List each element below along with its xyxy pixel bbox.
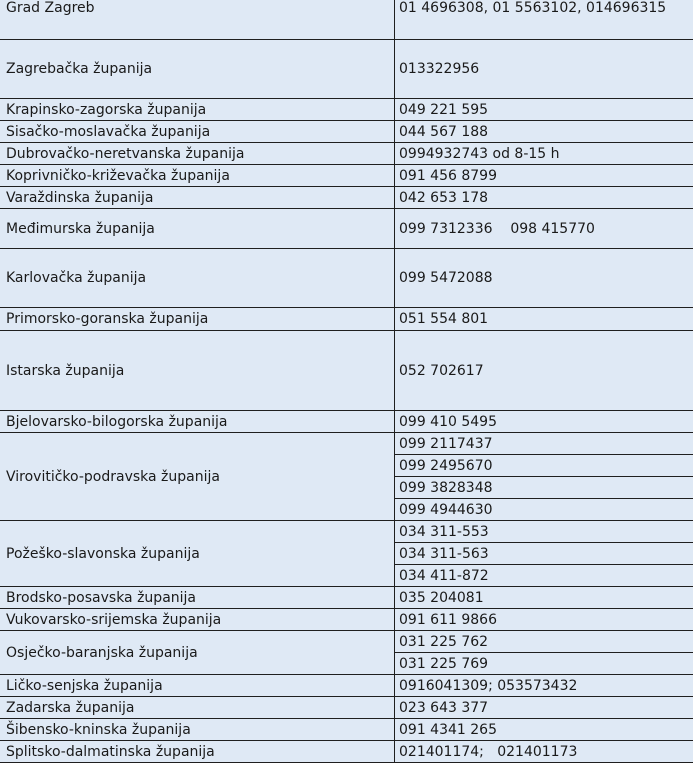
phone-number: 052 702617 <box>399 362 484 379</box>
table-row <box>0 0 693 40</box>
phone-number: 049 221 595 <box>399 101 489 118</box>
phones-cell <box>395 209 693 248</box>
phone-number: 091 611 9866 <box>399 611 497 628</box>
table-row <box>0 331 693 411</box>
phone-number: 099 7312336 098 415770 <box>399 220 595 237</box>
county-cell: Varaždinska županija <box>0 187 395 208</box>
phones-cell <box>395 187 693 208</box>
phones-cell <box>395 697 693 718</box>
table-row <box>0 433 693 521</box>
phones-cell <box>395 165 693 186</box>
county-cell: Grad Zagreb <box>0 0 395 39</box>
phones-cell <box>395 675 693 696</box>
phones-cell <box>395 40 693 98</box>
phones-cell <box>395 609 693 630</box>
phone-number: 01 4696308, 01 5563102, 014696315 <box>399 0 667 16</box>
county-cell: Dubrovačko-neretvanska županija <box>0 143 395 164</box>
county-cell: Osječko-baranjska županija <box>0 631 395 674</box>
phones-cell <box>395 433 693 520</box>
phone-number: 035 204081 <box>399 589 484 606</box>
phones-cell <box>395 741 693 762</box>
county-cell: Sisačko-moslavačka županija <box>0 121 395 142</box>
phone-number: 091 4341 265 <box>399 721 497 738</box>
county-cell: Ličko-senjska županija <box>0 675 395 696</box>
phones-cell <box>395 143 693 164</box>
phone-number: 034 411-872 <box>395 564 693 586</box>
table-row <box>0 187 693 209</box>
phone-number: 034 311-563 <box>395 542 693 564</box>
phones-cell <box>395 587 693 608</box>
phones-cell <box>395 99 693 120</box>
table-row <box>0 249 693 308</box>
phone-number: 013322956 <box>399 61 480 77</box>
phones-cell <box>395 631 693 674</box>
table-row <box>0 308 693 331</box>
table-row <box>0 165 693 187</box>
phone-number: 0994932743 od 8-15 h <box>399 145 560 162</box>
phone-number: 099 410 5495 <box>399 413 497 430</box>
phone-number: 099 2495670 <box>395 454 693 476</box>
county-cell: Zadarska županija <box>0 697 395 718</box>
phone-number: 0916041309; 053573432 <box>399 677 578 694</box>
table-row <box>0 209 693 249</box>
phone-number: 034 311-553 <box>399 523 489 540</box>
phone-number: 099 2117437 <box>399 435 493 452</box>
county-cell: Virovitičko-podravska županija <box>0 433 395 520</box>
phone-number: 031 225 762 <box>399 633 489 650</box>
table-row <box>0 121 693 143</box>
phones-cell <box>395 249 693 307</box>
phone-number: 023 643 377 <box>399 699 489 716</box>
phones-cell <box>395 719 693 740</box>
table-row <box>0 697 693 719</box>
table-row <box>0 631 693 675</box>
county-cell: Zagrebačka županija <box>0 40 395 98</box>
phones-cell <box>395 121 693 142</box>
county-cell: Požeško-slavonska županija <box>0 521 395 586</box>
county-cell: Primorsko-goranska županija <box>0 308 395 330</box>
table-row <box>0 741 693 763</box>
table-row <box>0 719 693 741</box>
table-row <box>0 521 693 587</box>
county-cell: Međimurska županija <box>0 209 395 248</box>
phone-number: 042 653 178 <box>399 189 489 206</box>
table-row <box>0 675 693 697</box>
phones-cell <box>395 521 693 586</box>
phone-number: 044 567 188 <box>399 123 489 140</box>
table-row <box>0 99 693 121</box>
county-cell: Krapinsko-zagorska županija <box>0 99 395 120</box>
phone-number: 099 5472088 <box>399 270 493 286</box>
county-cell: Koprivničko-križevačka županija <box>0 165 395 186</box>
county-cell: Bjelovarsko-bilogorska županija <box>0 411 395 432</box>
county-cell: Splitsko-dalmatinska županija <box>0 741 395 762</box>
county-cell: Istarska županija <box>0 331 395 410</box>
phone-number: 051 554 801 <box>399 311 489 327</box>
county-cell: Brodsko-posavska županija <box>0 587 395 608</box>
phone-number: 099 3828348 <box>395 476 693 498</box>
table-row <box>0 411 693 433</box>
table-row <box>0 40 693 99</box>
phones-cell <box>395 331 693 410</box>
table-row <box>0 609 693 631</box>
phones-cell <box>395 411 693 432</box>
table-row <box>0 143 693 165</box>
phones-cell <box>395 0 693 39</box>
phone-number: 031 225 769 <box>395 652 693 674</box>
phones-cell <box>395 308 693 330</box>
phone-number: 091 456 8799 <box>399 167 497 184</box>
county-cell: Karlovačka županija <box>0 249 395 307</box>
county-cell: Šibensko-kninska županija <box>0 719 395 740</box>
table-row <box>0 587 693 609</box>
phone-number: 021401174; 021401173 <box>399 743 578 760</box>
phone-number: 099 4944630 <box>395 498 693 520</box>
county-cell: Vukovarsko-srijemska županija <box>0 609 395 630</box>
